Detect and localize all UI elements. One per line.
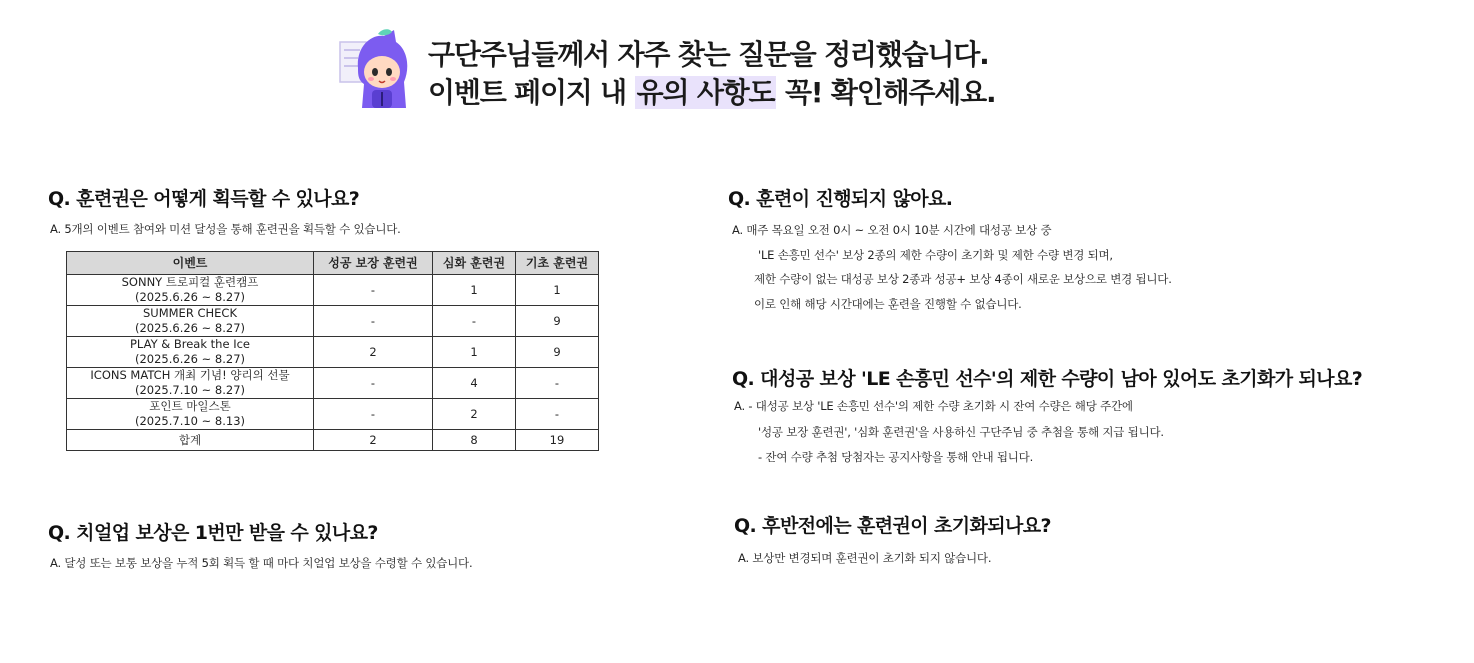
- faq-not-progressing-answer: [732, 218, 1172, 316]
- answer-line: A. - 대성공 보상 'LE 손흥민 선수'의 제한 수량 초기화 시 잔여 수량은 해당 주간에: [734, 399, 1133, 413]
- table-header-success: 성공 보장 훈련권: [314, 252, 433, 275]
- advanced-cell: 2: [433, 399, 516, 430]
- answer-line: A. 매주 목요일 오전 0시 ~ 오전 0시 10분 시간에 대성공 보상 중: [732, 223, 1052, 237]
- table-header-basic: 기초 훈련권: [516, 252, 599, 275]
- faq-reset-question: Q. 대성공 보상 'LE 손흥민 선수'의 제한 수량이 남아 있어도 초기화가 되나요?: [732, 368, 1363, 390]
- event-date: (2025.6.26 ~ 8.27): [134, 321, 246, 335]
- event-date: (2025.6.26 ~ 8.27): [134, 290, 246, 304]
- headline-line-2: [428, 74, 995, 112]
- success-cell: -: [314, 399, 433, 430]
- faq-second-half-question: Q. 후반전에는 훈련권이 초기화되나요?: [734, 515, 1051, 537]
- table-row: [67, 399, 599, 430]
- event-cell: [67, 275, 314, 306]
- basic-cell: 1: [516, 275, 599, 306]
- basic-cell: -: [516, 399, 599, 430]
- table-total-row: [67, 430, 599, 451]
- answer-line: 'LE 손흥민 선수' 보상 2종의 제한 수량이 초기화 및 제한 수량 변경 되며,: [758, 247, 1113, 262]
- faq-second-half-answer: A. 보상만 변경되며 훈련권이 초기화 되지 않습니다.: [738, 551, 992, 565]
- total-label: 합계: [67, 430, 314, 451]
- table-row: [67, 368, 599, 399]
- success-cell: -: [314, 306, 433, 337]
- table-header-event: 이벤트: [67, 252, 314, 275]
- table-row: [67, 275, 599, 306]
- answer-line: - 잔여 수량 추첨 당첨자는 공지사항을 통해 안내 됩니다.: [758, 450, 1034, 464]
- total-advanced: 8: [433, 430, 516, 451]
- faq-training-ticket: [48, 184, 359, 211]
- basic-cell: 9: [516, 337, 599, 368]
- event-cell: [67, 337, 314, 368]
- total-basic: 19: [516, 430, 599, 451]
- total-success: 2: [314, 430, 433, 451]
- faq-header: [336, 28, 996, 118]
- advanced-cell: -: [433, 306, 516, 337]
- advanced-cell: 1: [433, 337, 516, 368]
- headline-highlight: 유의 사항도: [636, 76, 775, 109]
- event-name: 포인트 마일스톤: [149, 399, 231, 413]
- table-row: [67, 337, 599, 368]
- success-cell: -: [314, 275, 433, 306]
- training-ticket-table: [66, 251, 599, 451]
- faq-answer: A. 5개의 이벤트 참여와 미션 달성을 통해 훈련권을 획득할 수 있습니다.: [50, 222, 401, 236]
- event-date: (2025.6.26 ~ 8.27): [134, 352, 246, 366]
- faq-question: Q. 훈련권은 어떻게 획득할 수 있나요?: [48, 188, 360, 210]
- event-cell: [67, 368, 314, 399]
- table-header-row: [67, 252, 599, 275]
- success-cell: -: [314, 368, 433, 399]
- event-name: SUMMER CHECK: [143, 306, 237, 320]
- advanced-cell: 4: [433, 368, 516, 399]
- faq-reset-answer: [734, 394, 1164, 471]
- event-name: ICONS MATCH 개최 기념! 양리의 선물: [90, 368, 290, 382]
- table-row: [67, 306, 599, 337]
- headline-line-1: 구단주님들께서 자주 찾는 질문을 정리했습니다.: [428, 38, 989, 71]
- event-cell: [67, 306, 314, 337]
- advanced-cell: 1: [433, 275, 516, 306]
- faq-chill-up-answer: A. 달성 또는 보통 보상을 누적 5회 획득 할 때 마다 치얼업 보상을 수령할 수 있습니다.: [50, 556, 473, 570]
- answer-line: '성공 보장 훈련권', '심화 훈련권'을 사용하신 구단주님 중 추첨을 통해 지급 됩니다.: [758, 424, 1164, 439]
- basic-cell: 9: [516, 306, 599, 337]
- event-date: (2025.7.10 ~ 8.27): [134, 383, 246, 397]
- headline-line-2-end: 꼭! 확인해주세요.: [776, 76, 996, 109]
- mascot-icon: [336, 28, 422, 114]
- event-name: PLAY & Break the Ice: [129, 337, 250, 351]
- basic-cell: -: [516, 368, 599, 399]
- answer-line: 이로 인해 해당 시간대에는 훈련을 진행할 수 없습니다.: [754, 296, 1022, 311]
- event-date: (2025.7.10 ~ 8.13): [134, 414, 246, 428]
- faq-not-progressing-question: Q. 훈련이 진행되지 않아요.: [728, 188, 953, 210]
- faq-chill-up-question: Q. 치얼업 보상은 1번만 받을 수 있나요?: [48, 522, 378, 544]
- headline-line-2-start: 이벤트 페이지 내: [428, 76, 635, 109]
- answer-line: 제한 수량이 없는 대성공 보상 2종과 성공+ 보상 4종이 새로운 보상으로 변경 됩니다.: [754, 272, 1172, 286]
- headline: [428, 36, 995, 112]
- event-cell: [67, 399, 314, 430]
- event-name: SONNY 트로피컬 훈련캠프: [121, 275, 259, 289]
- table-header-advanced: 심화 훈련권: [433, 252, 516, 275]
- success-cell: 2: [314, 337, 433, 368]
